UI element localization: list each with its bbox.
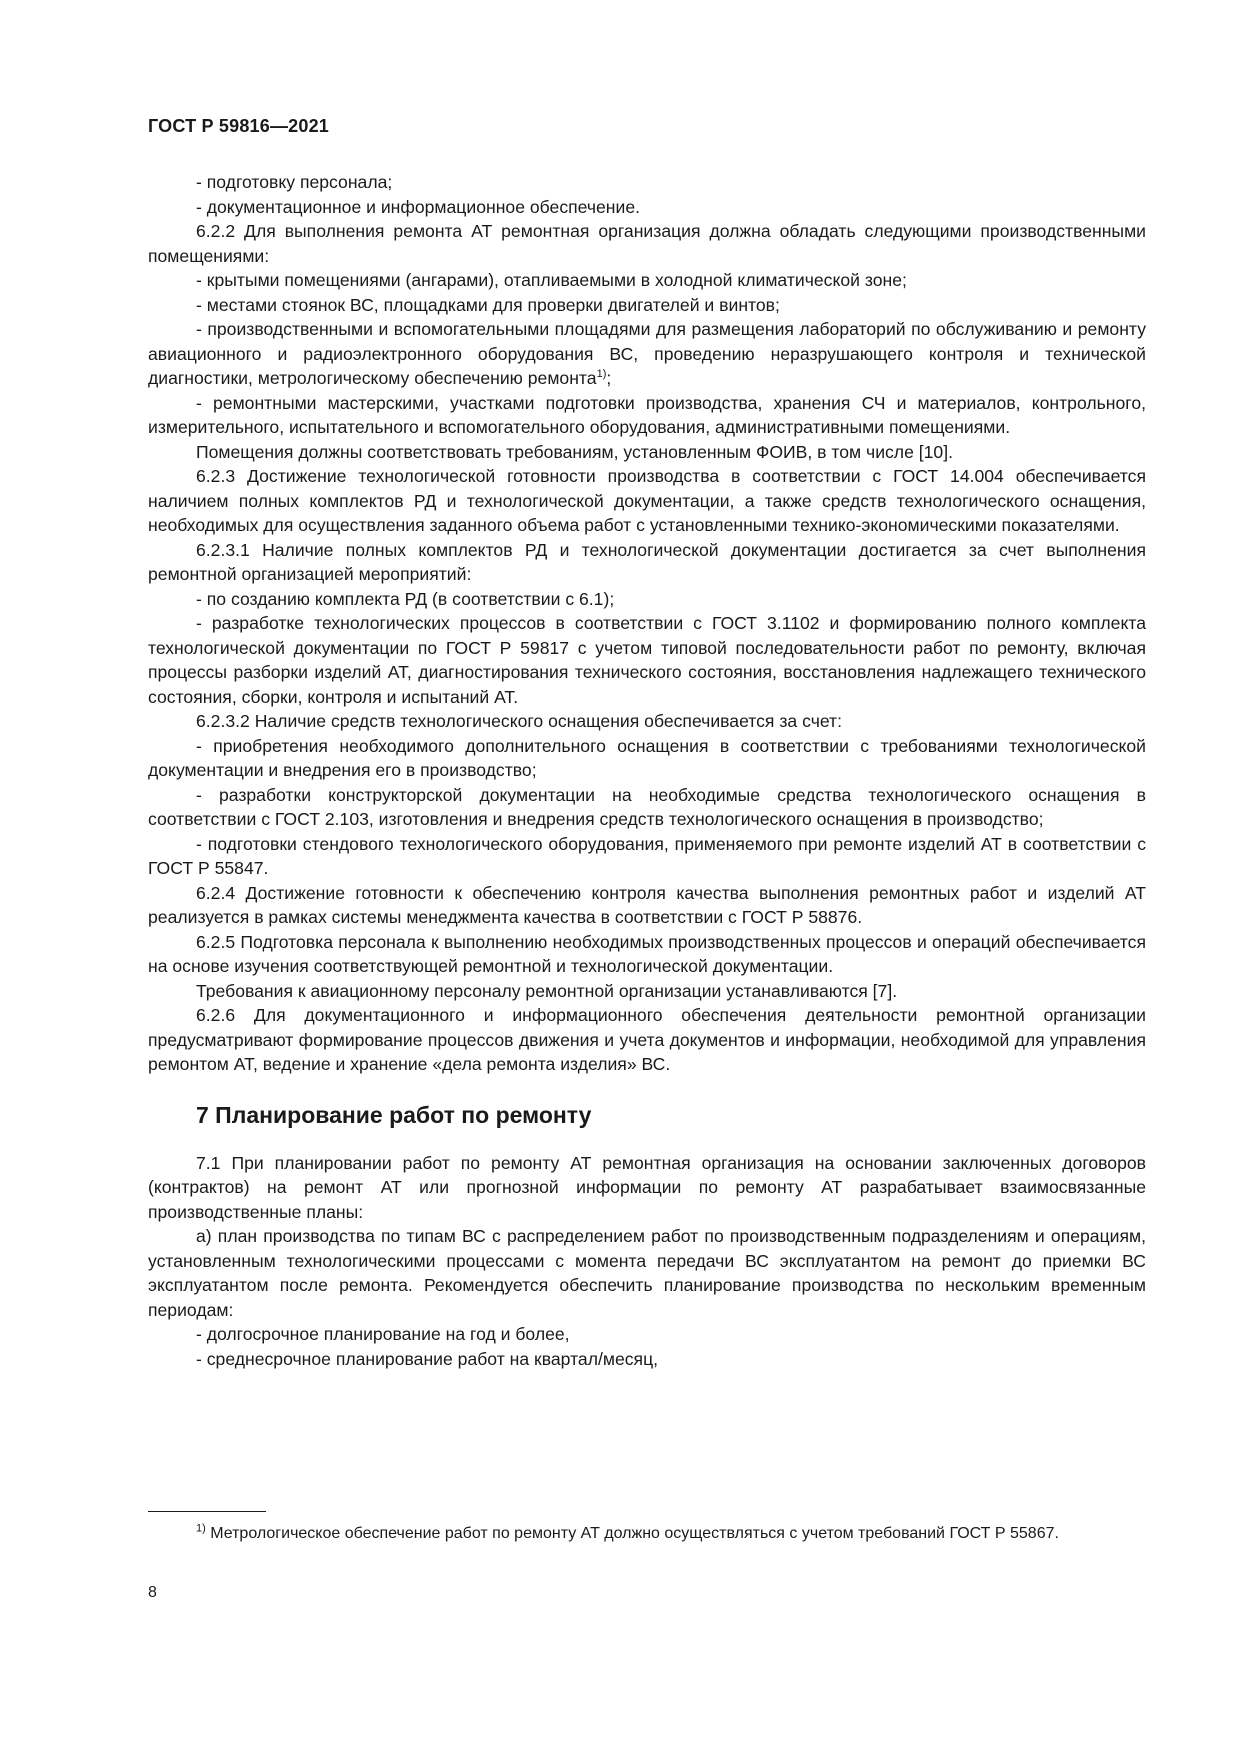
document-code: ГОСТ Р 59816—2021 (148, 116, 330, 136)
paragraph: 6.2.2 Для выполнения ремонта АТ ремонтная организация должна обладать следующими производственными помещениями: (148, 221, 1146, 266)
footnote-reference: 1) (596, 368, 607, 381)
paragraph-text: - производственными и вспомогательными площадями для размещения лабораторий по обслуживанию и ремонту авиационного и радиоэлектронного оборудования ВС, проведению неразрушающего контроля и технической диагностики, метрологическому обеспечению ремонта (148, 319, 1146, 388)
paragraph: 6.2.4 Достижение готовности к обеспечению контроля качества выполнения ремонтных работ и изделий АТ реализуется в рамках системы менеджмента качества в соответствии с ГОСТ Р 58876. (148, 882, 1146, 927)
paragraph: - долгосрочное планирование на год и более, (196, 1324, 570, 1344)
paragraph-with-footnote (148, 317, 1146, 391)
paragraph: 6.2.3 Достижение технологической готовности производства в соответствии с ГОСТ 14.004 обеспечивается наличием полных комплектов РД и технологической документации, а также средств технологического оснащения, необходимых для осуществления заданного объема работ с установленными технико-экономическими показателями. (148, 466, 1146, 535)
footnote-mark: 1) (196, 1522, 206, 1535)
paragraph: - документационное и информационное обеспечение. (196, 196, 641, 217)
paragraph: 6.2.3.1 Наличие полных комплектов РД и технологической документации достигается за счет выполнения ремонтной организацией мероприятий: (148, 539, 1146, 584)
paragraph: - по созданию комплекта РД (в соответствии с 6.1); (196, 588, 615, 609)
footnote-text: Метрологическое обеспечение работ по ремонту АТ должно осуществляться с учетом требований ГОСТ Р 55867. (205, 1525, 1059, 1542)
paragraph: 6.2.3.2 Наличие средств технологического оснащения обеспечивается за счет: (196, 711, 843, 731)
paragraph: - подготовку персонала; (196, 172, 393, 192)
paragraph: - среднесрочное планирование работ на квартал/месяц, (196, 1348, 659, 1369)
paragraph: - ремонтными мастерскими, участками подготовки производства, хранения СЧ и материалов, контрольного, измерительного, испытательного и вспомогательного оборудования, административными помещениями. (148, 392, 1146, 437)
paragraph: 6.2.5 Подготовка персонала к выполнению необходимых производственных процессов и операций обеспечивается на основе изучения соответствующей ремонтной и технологической документации. (148, 931, 1146, 976)
paragraph: Требования к авиационному персоналу ремонтной организации устанавливаются [7]. (196, 980, 898, 1001)
footnote (148, 1523, 1146, 1545)
paragraph: Помещения должны соответствовать требованиям, установленным ФОИВ, в том числе [10]. (196, 441, 953, 462)
paragraph: - разработки конструкторской документации на необходимые средства технологического оснащения в соответствии с ГОСТ 2.103, изготовления и внедрения средств технологического оснащения в производство; (148, 784, 1146, 829)
paragraph: - крытыми помещениями (ангарами), отапливаемыми в холодной климатической зоне; (196, 270, 907, 290)
document-body (148, 170, 1146, 1371)
paragraph: 7.1 При планировании работ по ремонту АТ ремонтная организация на основании заключенных договоров (контрактов) на ремонт АТ или прогнозной информации по ремонту АТ разрабатывает взаимосвязанные производственные планы: (148, 1152, 1146, 1222)
footnote-divider (148, 1511, 266, 1512)
paragraph: - местами стоянок ВС, площадками для проверки двигателей и винтов; (196, 294, 780, 315)
paragraph-tail: ; (606, 368, 612, 388)
paragraph: - подготовки стендового технологического оборудования, применяемого при ремонте изделий АТ в соответствии с ГОСТ Р 55847. (148, 833, 1146, 878)
paragraph: 6.2.6 Для документационного и информационного обеспечения деятельности ремонтной организации предусматривают формирование процессов движения и учета документов и информации, необходимой для управления ремонтом АТ, ведение и хранение «дела ремонта изделия» ВС. (148, 1005, 1146, 1074)
section-heading: 7 Планирование работ по ремонту (196, 1101, 592, 1128)
paragraph: а) план производства по типам ВС с распределением работ по производственным подразделениям и операциям, установленным технологическими процессами с момента передачи ВС эксплуатантом на ремонт до приемки ВС эксплуатантом после ремонта. Рекомендуется обеспечить планирование производства по нескольким временным периодам: (148, 1226, 1146, 1320)
page-number: 8 (148, 1584, 157, 1601)
paragraph: - приобретения необходимого дополнительного оснащения в соответствии с требованиями технологической документации и внедрения его в производство; (148, 735, 1146, 780)
paragraph: - разработке технологических процессов в соответствии с ГОСТ 3.1102 и формированию полного комплекта технологической документации по ГОСТ Р 59817 с учетом типовой последовательности работ по ремонту, включая процессы разборки изделий АТ, диагностирования технического состояния, восстановления надлежащего технического состояния, сборки, контроля и испытаний АТ. (148, 613, 1146, 707)
